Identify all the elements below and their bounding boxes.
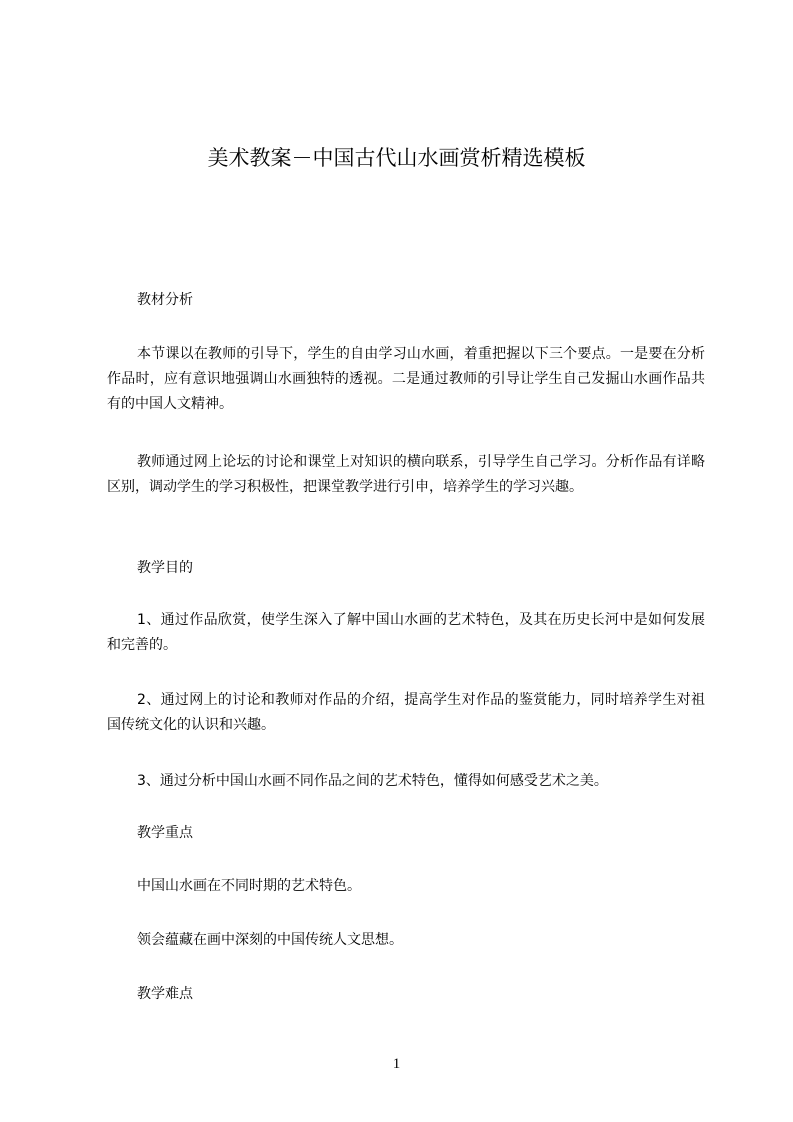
analysis-paragraph-1: 本节课以在教师的引导下，学生的自由学习山水画，着重把握以下三个要点。一是要在分析作品时，应有意识地强调山水画独特的透视。二是通过教师的引导让学生自己发掘山水画作品共有的中国人文精神。 <box>107 346 705 412</box>
key-point-2: 领会蕴藏在画中深刻的中国传统人文思想。 <box>137 932 403 948</box>
goal-item-1: 1、通过作品欣赏，使学生深入了解中国山水画的艺术特色，及其在历史长河中是如何发展和完善的。 <box>107 612 705 653</box>
section-heading-analysis: 教材分析 <box>137 292 193 308</box>
goal-item-2: 2、通过网上的讨论和教师对作品的介绍，提高学生对作品的鉴赏能力，同时培养学生对祖国传统文化的认识和兴趣。 <box>107 692 705 733</box>
document-title: 美术教案－中国古代山水画赏析精选模板 <box>207 146 586 170</box>
key-point-1: 中国山水画在不同时期的艺术特色。 <box>137 878 361 894</box>
page-number: 1 <box>392 1056 401 1072</box>
section-heading-difficulties: 教学难点 <box>137 986 193 1002</box>
analysis-paragraph-2: 教师通过网上论坛的讨论和课堂上对知识的横向联系，引导学生自己学习。分析作品有详略区别，调动学生的学习积极性，把课堂教学进行引申，培养学生的学习兴趣。 <box>107 454 705 495</box>
section-heading-key-points: 教学重点 <box>137 825 193 841</box>
section-heading-goals: 教学目的 <box>137 560 193 576</box>
goal-item-3: 3、通过分析中国山水画不同作品之间的艺术特色，懂得如何感受艺术之美。 <box>137 773 608 789</box>
